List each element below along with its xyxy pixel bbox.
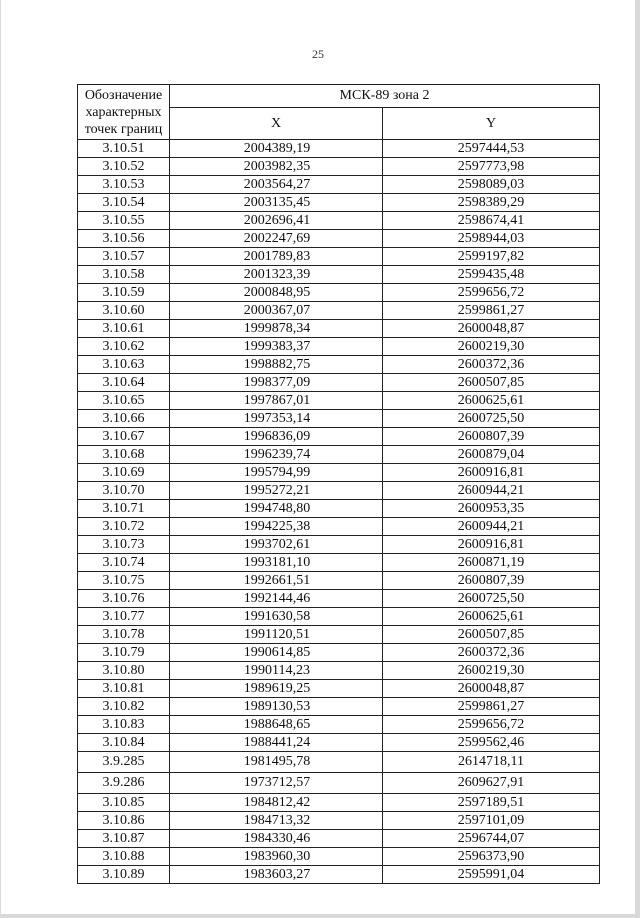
point-cell: 3.10.69 (78, 464, 170, 482)
point-cell: 3.10.64 (78, 374, 170, 392)
y-cell: 2599861,27 (383, 698, 600, 716)
point-cell: 3.10.77 (78, 608, 170, 626)
point-cell: 3.10.80 (78, 662, 170, 680)
x-cell: 1998882,75 (170, 356, 383, 374)
x-cell: 2003135,45 (170, 194, 383, 212)
table-row (78, 230, 600, 248)
table-row (78, 428, 600, 446)
table-row (78, 176, 600, 194)
point-cell: 3.10.52 (78, 158, 170, 176)
point-cell: 3.10.65 (78, 392, 170, 410)
x-cell: 1983603,27 (170, 866, 383, 884)
point-cell: 3.10.72 (78, 518, 170, 536)
point-cell: 3.10.51 (78, 140, 170, 158)
x-cell: 1993702,61 (170, 536, 383, 554)
point-cell: 3.9.285 (78, 752, 170, 773)
point-cell: 3.10.81 (78, 680, 170, 698)
point-cell: 3.10.89 (78, 866, 170, 884)
y-cell: 2598944,03 (383, 230, 600, 248)
y-cell: 2597189,51 (383, 794, 600, 812)
table-row (78, 716, 600, 734)
x-cell: 1998377,09 (170, 374, 383, 392)
table-row (78, 680, 600, 698)
point-cell: 3.10.53 (78, 176, 170, 194)
x-cell: 1999878,34 (170, 320, 383, 338)
x-cell: 2003982,35 (170, 158, 383, 176)
y-cell: 2599562,46 (383, 734, 600, 752)
point-cell: 3.10.88 (78, 848, 170, 866)
point-cell: 3.10.54 (78, 194, 170, 212)
y-cell: 2600507,85 (383, 626, 600, 644)
table-row (78, 374, 600, 392)
table-row (78, 698, 600, 716)
x-cell: 1988441,24 (170, 734, 383, 752)
x-cell: 1984713,32 (170, 812, 383, 830)
coordinates-table (77, 84, 600, 884)
y-cell: 2596373,90 (383, 848, 600, 866)
y-cell: 2599435,48 (383, 266, 600, 284)
point-cell: 3.10.75 (78, 572, 170, 590)
y-cell: 2597101,09 (383, 812, 600, 830)
y-cell: 2598389,29 (383, 194, 600, 212)
coordinate-system-header: МСК-89 зона 2 (170, 85, 600, 108)
y-cell: 2600048,87 (383, 320, 600, 338)
table-row (78, 284, 600, 302)
y-cell: 2600725,50 (383, 590, 600, 608)
x-cell: 2002247,69 (170, 230, 383, 248)
y-cell: 2600625,61 (383, 608, 600, 626)
table-row (78, 482, 600, 500)
y-cell: 2600372,36 (383, 644, 600, 662)
point-cell: 3.10.84 (78, 734, 170, 752)
x-cell: 2001789,83 (170, 248, 383, 266)
table-row (78, 140, 600, 158)
y-cell: 2600807,39 (383, 428, 600, 446)
y-cell: 2599656,72 (383, 716, 600, 734)
point-cell: 3.10.61 (78, 320, 170, 338)
table-row (78, 302, 600, 320)
x-cell: 1997867,01 (170, 392, 383, 410)
point-cell: 3.10.76 (78, 590, 170, 608)
x-cell: 1992144,46 (170, 590, 383, 608)
point-cell: 3.10.86 (78, 812, 170, 830)
table-row (78, 554, 600, 572)
x-cell: 1995272,21 (170, 482, 383, 500)
point-cell: 3.9.286 (78, 773, 170, 794)
x-cell: 1983960,30 (170, 848, 383, 866)
x-cell: 1994748,80 (170, 500, 383, 518)
y-cell: 2600944,21 (383, 482, 600, 500)
point-cell: 3.10.78 (78, 626, 170, 644)
table-body (78, 140, 600, 884)
point-cell: 3.10.66 (78, 410, 170, 428)
table-row (78, 518, 600, 536)
x-cell: 1984330,46 (170, 830, 383, 848)
table-row (78, 734, 600, 752)
y-cell: 2614718,11 (383, 752, 600, 773)
y-cell: 2596744,07 (383, 830, 600, 848)
point-cell: 3.10.74 (78, 554, 170, 572)
y-cell: 2600871,19 (383, 554, 600, 572)
point-cell: 3.10.67 (78, 428, 170, 446)
x-cell: 1989130,53 (170, 698, 383, 716)
table-row (78, 194, 600, 212)
point-cell: 3.10.55 (78, 212, 170, 230)
y-cell: 2609627,91 (383, 773, 600, 794)
table-row (78, 500, 600, 518)
table-row (78, 536, 600, 554)
y-cell: 2600807,39 (383, 572, 600, 590)
point-cell: 3.10.87 (78, 830, 170, 848)
table-row (78, 572, 600, 590)
y-cell: 2599861,27 (383, 302, 600, 320)
table-row (78, 848, 600, 866)
x-cell: 1991630,58 (170, 608, 383, 626)
y-cell: 2600219,30 (383, 338, 600, 356)
table-row (78, 266, 600, 284)
y-cell: 2600944,21 (383, 518, 600, 536)
table-row (78, 338, 600, 356)
y-cell: 2600916,81 (383, 536, 600, 554)
table-row (78, 392, 600, 410)
x-column-header: X (170, 108, 383, 140)
point-cell: 3.10.59 (78, 284, 170, 302)
x-cell: 2000848,95 (170, 284, 383, 302)
table-row (78, 773, 600, 794)
x-cell: 1988648,65 (170, 716, 383, 734)
x-cell: 1973712,57 (170, 773, 383, 794)
x-cell: 1999383,37 (170, 338, 383, 356)
table-row (78, 320, 600, 338)
point-cell: 3.10.79 (78, 644, 170, 662)
y-cell: 2598089,03 (383, 176, 600, 194)
point-cell: 3.10.73 (78, 536, 170, 554)
point-cell: 3.10.68 (78, 446, 170, 464)
table-row (78, 590, 600, 608)
y-cell: 2600372,36 (383, 356, 600, 374)
y-cell: 2600507,85 (383, 374, 600, 392)
point-cell: 3.10.58 (78, 266, 170, 284)
y-cell: 2600219,30 (383, 662, 600, 680)
point-cell: 3.10.56 (78, 230, 170, 248)
point-cell: 3.10.70 (78, 482, 170, 500)
x-cell: 1995794,99 (170, 464, 383, 482)
point-cell: 3.10.71 (78, 500, 170, 518)
table-row (78, 356, 600, 374)
y-cell: 2597773,98 (383, 158, 600, 176)
x-cell: 1994225,38 (170, 518, 383, 536)
table-row (78, 410, 600, 428)
x-cell: 1990114,23 (170, 662, 383, 680)
table-row (78, 626, 600, 644)
document-page (1, 0, 635, 914)
table-row (78, 794, 600, 812)
y-cell: 2600953,35 (383, 500, 600, 518)
table-row (78, 464, 600, 482)
page-number: 25 (312, 47, 324, 61)
x-cell: 2004389,19 (170, 140, 383, 158)
y-cell: 2600725,50 (383, 410, 600, 428)
table-row (78, 662, 600, 680)
x-cell: 1991120,51 (170, 626, 383, 644)
table-row (78, 752, 600, 773)
y-cell: 2600879,04 (383, 446, 600, 464)
point-cell: 3.10.57 (78, 248, 170, 266)
table-row (78, 212, 600, 230)
x-cell: 1992661,51 (170, 572, 383, 590)
table-row (78, 608, 600, 626)
y-cell: 2600916,81 (383, 464, 600, 482)
x-cell: 1996836,09 (170, 428, 383, 446)
x-cell: 2002696,41 (170, 212, 383, 230)
y-cell: 2597444,53 (383, 140, 600, 158)
x-cell: 1993181,10 (170, 554, 383, 572)
y-cell: 2600048,87 (383, 680, 600, 698)
point-cell: 3.10.85 (78, 794, 170, 812)
point-cell: 3.10.63 (78, 356, 170, 374)
x-cell: 1990614,85 (170, 644, 383, 662)
table-row (78, 866, 600, 884)
point-designation-header: Обозначение характерных точек границ (78, 85, 170, 140)
point-cell: 3.10.62 (78, 338, 170, 356)
y-cell: 2595991,04 (383, 866, 600, 884)
table-row (78, 830, 600, 848)
x-cell: 2000367,07 (170, 302, 383, 320)
table-row (78, 644, 600, 662)
point-cell: 3.10.83 (78, 716, 170, 734)
y-column-header: Y (383, 108, 600, 140)
point-cell: 3.10.82 (78, 698, 170, 716)
table-row (78, 812, 600, 830)
y-cell: 2598674,41 (383, 212, 600, 230)
point-cell: 3.10.60 (78, 302, 170, 320)
table-row (78, 158, 600, 176)
x-cell: 1997353,14 (170, 410, 383, 428)
x-cell: 1981495,78 (170, 752, 383, 773)
x-cell: 1984812,42 (170, 794, 383, 812)
x-cell: 1996239,74 (170, 446, 383, 464)
table-row (78, 446, 600, 464)
x-cell: 2001323,39 (170, 266, 383, 284)
y-cell: 2600625,61 (383, 392, 600, 410)
y-cell: 2599197,82 (383, 248, 600, 266)
y-cell: 2599656,72 (383, 284, 600, 302)
x-cell: 2003564,27 (170, 176, 383, 194)
x-cell: 1989619,25 (170, 680, 383, 698)
table-row (78, 248, 600, 266)
